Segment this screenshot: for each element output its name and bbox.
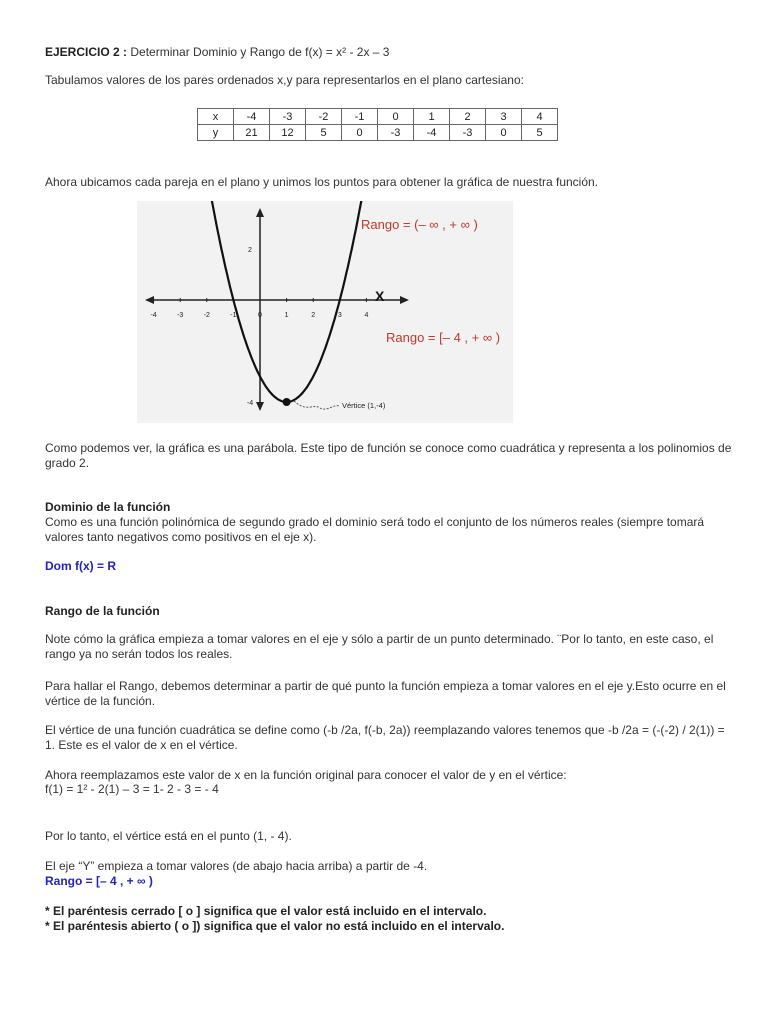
table-cell: -4 [234, 109, 270, 125]
intro-text: Tabulamos valores de los pares ordenados x,y para representarlos en el plano cartesiano: [45, 73, 524, 87]
rango-paragraph-4: Ahora reemplazamos este valor de x en la función original para conocer el valor de y en el vértice: [45, 768, 567, 782]
y-tick-label: -4 [246, 400, 254, 407]
table-row [198, 125, 558, 141]
dominio-heading: Dominio de la función [45, 500, 171, 514]
rango-heading: Rango de la función [45, 604, 160, 618]
table-cell: -4 [414, 125, 450, 141]
table-cell: 5 [306, 125, 342, 141]
rango-paragraph-2: Para hallar el Rango, debemos determinar a partir de qué punto la función empieza a tomar valores en el eje y.Esto ocurre en el vértice de la función. [45, 679, 726, 708]
table-cell: -1 [342, 109, 378, 125]
values-table [197, 108, 558, 141]
rango-funcion-annotation: Rango = [– 4 , + ∞ ) [386, 330, 501, 345]
vertex-label: Vértice (1,-4) [342, 401, 386, 410]
exercise-title [45, 45, 735, 60]
rango-paragraph-3: El vértice de una función cuadrática se define como (-b /2a, f(-b, 2a)) reemplazando valores tenemos que -b /2a = (-(-2) / 2(1)) = 1. Este es el valor de x en el vértice. [45, 723, 725, 752]
graph-intro-text: Ahora ubicamos cada pareja en el plano y unimos los puntos para obtener la gráfica de nuestra función. [45, 175, 599, 189]
y-tick-label: 2 [248, 247, 252, 254]
exercise-statement: Determinar Dominio y Rango de f(x) = x² - 2x – 3 [130, 45, 390, 59]
table-cell: -3 [450, 125, 486, 141]
x-tick-label: 4 [364, 312, 369, 319]
x-tick-label: 2 [311, 312, 316, 319]
table-cell: 21 [234, 125, 270, 141]
y-row-label: y [198, 125, 234, 141]
x-tick-label: 0 [258, 312, 262, 319]
parabola-text: Como podemos ver, la gráfica es una parábola. Este tipo de función se conoce como cuadrática y representa a los polinomios de grado 2. [45, 441, 732, 470]
table-cell: 0 [378, 109, 414, 125]
x-tick-label: -4 [150, 312, 157, 319]
rango-paragraph-6: El eje “Y” empieza a tomar valores (de abajo hacia arriba) a partir de -4. [45, 859, 428, 873]
table-cell: -3 [378, 125, 414, 141]
x-tick-label: -1 [230, 312, 237, 319]
dominio-text: Como es una función polinómica de segundo grado el dominio será todo el conjunto de los números reales (siempre tomará valores tanto negativos como positivos en el eje x). [45, 515, 705, 544]
table-cell: 0 [486, 125, 522, 141]
note-closed-bracket: * El paréntesis cerrado [ o ] significa que el valor está incluido en el intervalo. [45, 904, 487, 918]
x-tick-label: -2 [203, 312, 210, 319]
rango-paragraph-5: Por lo tanto, el vértice está en el punto (1, - 4). [45, 829, 292, 843]
x-tick-label: 3 [337, 312, 342, 319]
table-cell: -2 [306, 109, 342, 125]
table-cell: 2 [450, 109, 486, 125]
x-axis-label: X [375, 288, 385, 304]
rango-reales-annotation: Rango = (– ∞ , + ∞ ) [361, 217, 478, 232]
x-tick-label: 1 [284, 312, 289, 319]
table-cell: 0 [342, 125, 378, 141]
rango-result: Rango = [– 4 , + ∞ ) [45, 874, 153, 888]
table-cell: 5 [522, 125, 558, 141]
vertex-calculation: f(1) = 1² - 2(1) – 3 = 1- 2 - 3 = - 4 [45, 782, 219, 796]
rango-paragraph-1: Note cómo la gráfica empieza a tomar valores en el eje y sólo a partir de un punto determinado. ¨Por lo tanto, en este caso, el rango ya no serán todos los reales. [45, 632, 714, 661]
table-row [198, 109, 558, 125]
table-cell: 12 [270, 125, 306, 141]
table-cell: 1 [414, 109, 450, 125]
note-open-bracket: * El paréntesis abierto ( o ]) significa que el valor no está incluido en el intervalo. [45, 919, 505, 933]
table-cell: -3 [270, 109, 306, 125]
table-cell: 3 [486, 109, 522, 125]
table-cell: 4 [522, 109, 558, 125]
vertex-point [283, 398, 291, 406]
graph-background [137, 201, 513, 423]
x-row-label: x [198, 109, 234, 125]
x-tick-label: -3 [177, 312, 184, 319]
dominio-result: Dom f(x) = R [45, 559, 117, 573]
parabola-graph [137, 201, 513, 423]
exercise-label: EJERCICIO 2 : [45, 45, 128, 59]
